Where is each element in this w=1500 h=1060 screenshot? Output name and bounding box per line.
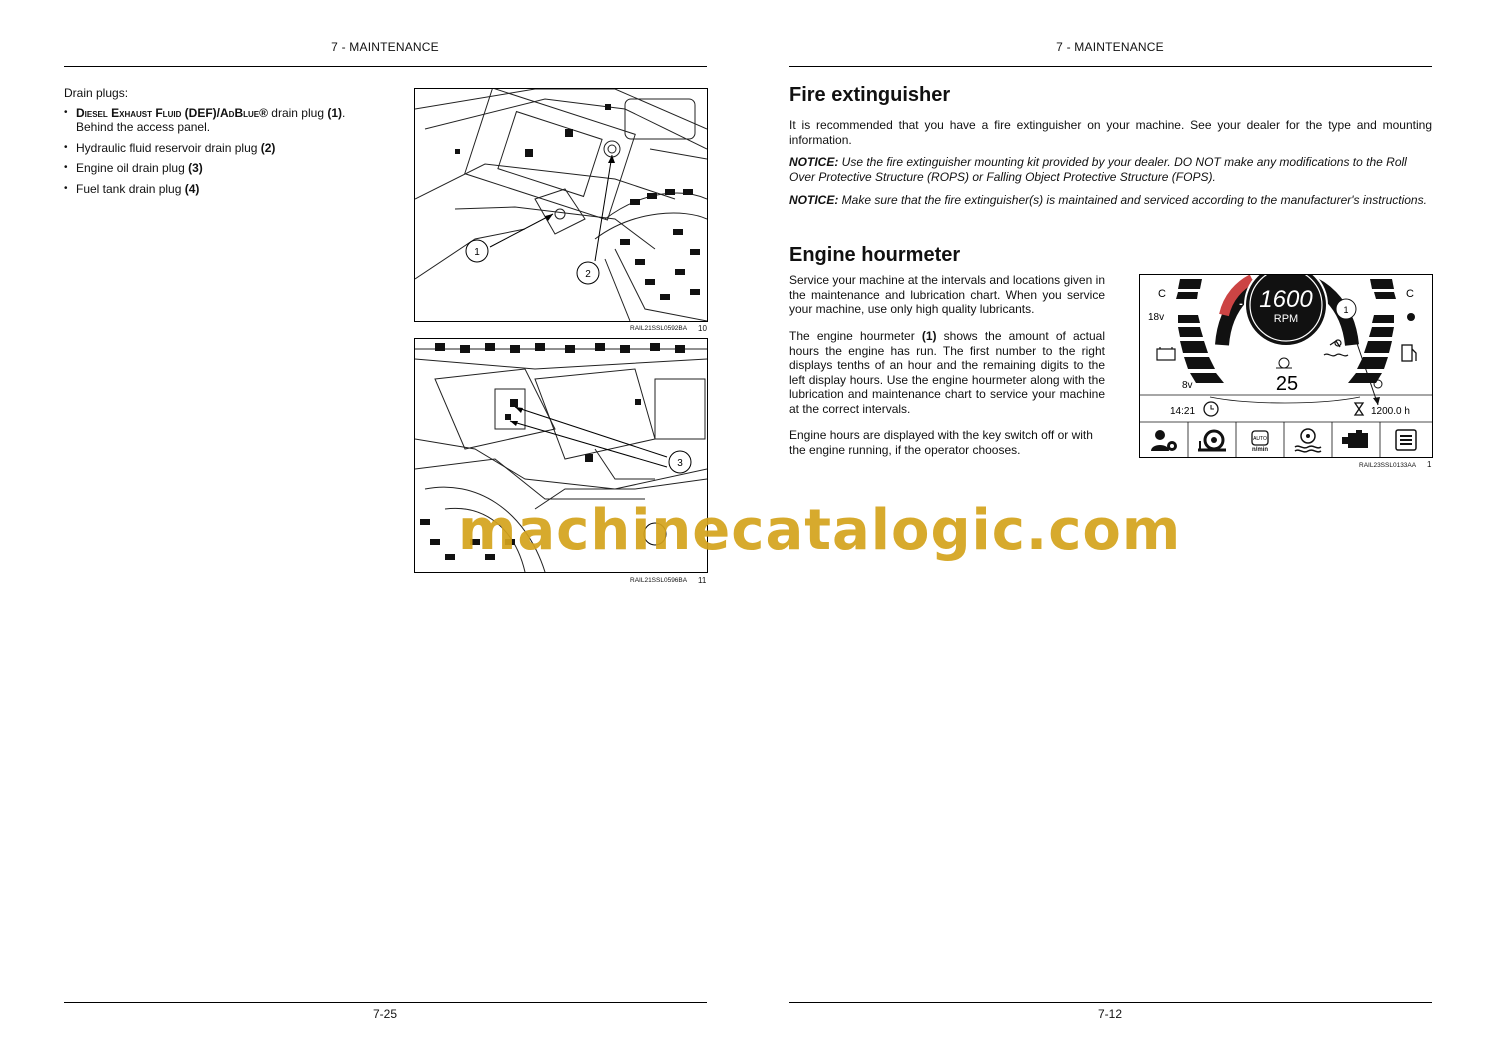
notice-1: [789, 155, 1432, 184]
temp-right-c: C: [1406, 288, 1414, 300]
left-header-rule: [64, 66, 707, 67]
auto-idle-button[interactable]: [1236, 423, 1284, 457]
figure-10-caption: RAIL21SSL0592BA: [630, 325, 688, 332]
instrument-display-figure: [1139, 274, 1433, 458]
watermark: machinecatalogic.com: [458, 498, 1182, 563]
notice-2-label: NOTICE:: [789, 193, 839, 207]
figure-1-number: 1: [1427, 460, 1432, 469]
rpm-value: 1600: [1259, 286, 1313, 313]
left-page-header: 7 - MAINTENANCE: [331, 40, 439, 54]
settings-person-icon: [1149, 427, 1179, 453]
hourmeter-paragraph-2-num: (1): [921, 329, 937, 343]
list-item: [64, 106, 394, 135]
drain-plugs-list: [64, 106, 394, 197]
hourglass-icon: [1355, 403, 1363, 415]
hourmeter-paragraph-2: [789, 329, 1105, 416]
camera-icon: [1340, 428, 1372, 452]
voltage-low: 8v: [1182, 380, 1193, 391]
list-item: [64, 182, 394, 197]
def-label: Diesel Exhaust Fluid (DEF)/AdBlue®: [76, 105, 268, 120]
figure-11-number: 11: [698, 576, 707, 585]
list-item-num: (1): [327, 105, 342, 120]
list-item-line2: Behind the access panel.: [76, 120, 211, 134]
settings-person-button[interactable]: [1140, 423, 1188, 457]
list-item-text: Fuel tank drain plug: [76, 181, 185, 196]
battery-icon: [1157, 347, 1175, 360]
list-item: [64, 161, 394, 176]
fuel-icon: [1402, 345, 1416, 361]
drain-plugs-section: [64, 86, 394, 202]
hourmeter-paragraph-2-b: shows the amount of actual hours the engine has run. The first number to the right displays tenths of an hour and the remaining digits to the left display hours. Use the engine hourmeter along with the lubrication and maintenance chart to service your machine at the correct intervals.: [789, 329, 1105, 416]
engine-hours: 1200.0 h: [1371, 406, 1410, 417]
snail-icon: [1196, 427, 1228, 453]
snail-small-icon: [1276, 358, 1292, 368]
hourmeter-paragraph-1: Service your machine at the intervals and locations given in the maintenance and lubrication chart. When you service your machine, use only high quality lubricants.: [789, 273, 1105, 316]
figure-10-number: 10: [698, 324, 707, 333]
notice-2: [789, 193, 1432, 208]
left-footer-rule: [64, 1002, 707, 1003]
callout-1-label: 1: [1343, 305, 1349, 315]
right-footer-rule: [789, 1002, 1432, 1003]
clock-time: 14:21: [1170, 406, 1196, 417]
menu-button[interactable]: [1380, 423, 1432, 457]
auto-idle-icon: [1249, 427, 1271, 447]
ground-speed: 25: [1275, 373, 1299, 395]
left-gauge-bars: [1176, 279, 1224, 383]
right-page-header: 7 - MAINTENANCE: [1056, 40, 1164, 54]
coolant-temp-icon: [1324, 340, 1348, 356]
list-item-num: (4): [184, 181, 200, 196]
drain-plugs-intro: Drain plugs:: [64, 86, 129, 100]
hourmeter-pointer-target: [1374, 380, 1382, 388]
figure-11-caption: RAIL21SSL0596BA: [630, 577, 688, 584]
left-page-number: 7-25: [372, 1007, 398, 1021]
list-item-text: Engine oil drain plug: [76, 161, 189, 175]
voltage-high: 18v: [1148, 312, 1165, 323]
machine-underside-illustration: [415, 89, 707, 321]
right-page-number: 7-12: [1097, 1007, 1123, 1021]
camera-button[interactable]: [1332, 423, 1380, 457]
menu-icon: [1395, 429, 1417, 451]
figure-1-caption: RAIL23SSL0133AA: [1359, 462, 1417, 469]
list-item-suffix: .: [342, 105, 346, 120]
fire-extinguisher-title: Fire extinguisher: [789, 84, 951, 106]
notice-2-text: Make sure that the fire extinguisher(s) is maintained and serviced according to the manufacturer's instructions.: [838, 193, 1427, 207]
rpm-unit: RPM: [1273, 313, 1299, 325]
snail-mode-button[interactable]: [1188, 423, 1236, 457]
temp-left-c: C: [1158, 288, 1166, 300]
list-item-num: (3): [188, 161, 203, 175]
callout-2-label: 2: [585, 269, 591, 280]
engine-hourmeter-title: Engine hourmeter: [789, 244, 961, 266]
hourmeter-paragraph-3: Engine hours are displayed with the key switch off or with the engine running, if the operator chooses.: [789, 428, 1093, 457]
list-item-text: Hydraulic fluid reservoir drain plug: [76, 140, 261, 155]
notice-1-label: NOTICE:: [789, 155, 839, 169]
fire-extinguisher-paragraph: It is recommended that you have a fire extinguisher on your machine. See your dealer for the type and mounting information.: [789, 118, 1432, 147]
display-button-bar: [1140, 423, 1432, 457]
rpm-minus: -: [1239, 298, 1243, 310]
hourmeter-paragraph-2-a: The engine hourmeter: [789, 329, 922, 343]
cooling-fan-button[interactable]: [1284, 423, 1332, 457]
callout-3-label: 3: [677, 458, 683, 469]
cooling-fan-icon: [1293, 427, 1323, 453]
coolant-indicator-icon: [1407, 313, 1415, 321]
notice-1-text: Use the fire extinguisher mounting kit provided by your dealer. DO NOT make any modifications to the Roll Over Protective Structure (ROPS) or Falling Object Protective Structure (FOPS).: [789, 155, 1407, 184]
callout-1-label: 1: [474, 247, 480, 258]
nmin-label: n/min: [1252, 446, 1268, 453]
figure-10-drain-plugs: [414, 88, 708, 322]
right-header-rule: [789, 66, 1432, 67]
auto-label: AUTO: [1253, 435, 1267, 442]
list-item-text: drain plug: [267, 105, 328, 120]
list-item-num: (2): [260, 140, 276, 155]
clock-icon: [1204, 402, 1218, 416]
list-item: [64, 141, 394, 156]
